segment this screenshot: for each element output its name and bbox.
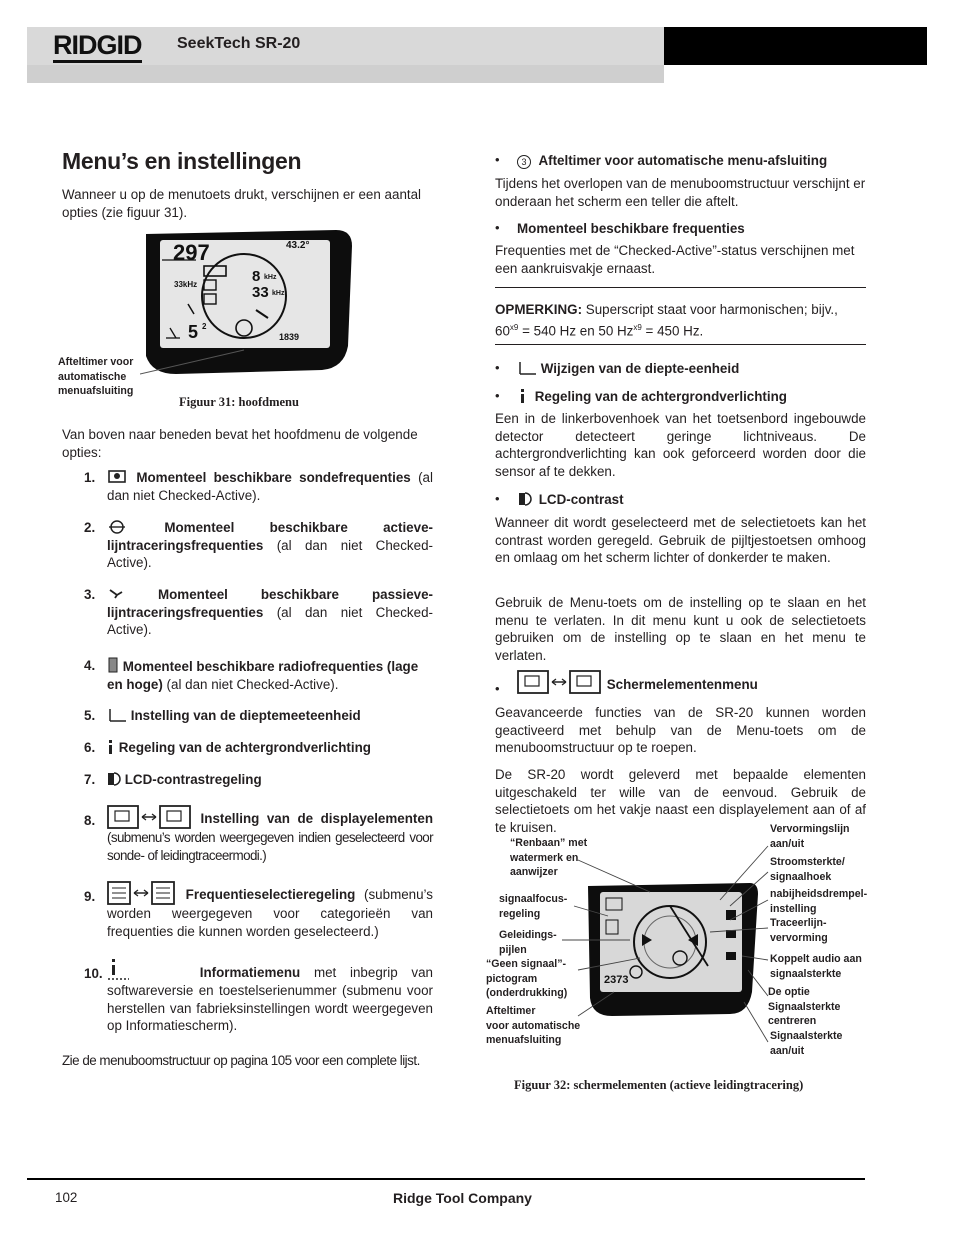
list-item-number: 6. (84, 740, 96, 755)
lcd-bottom-left-value: 5 (188, 322, 199, 342)
depth-unit-icon (517, 361, 537, 375)
fig32-label-trace-distortion: Traceerlijn- vervorming (770, 917, 828, 944)
lcd-contrast-icon (107, 772, 121, 786)
list-item-number: 10. (84, 966, 103, 981)
divider (495, 287, 866, 288)
list-item: Momenteel beschikbare actieve-lijntraceringsfrequenties (al dan niet Checked-Active). (107, 520, 433, 570)
passive-line-trace-icon (107, 587, 125, 601)
backlight-icon (107, 740, 115, 754)
list-item: Instelling van de displayelementen (submenu’s worden weergegeven indien geselecteerd voor sonde- of leidingtraceermodi.) (107, 805, 433, 864)
fig32-label-racetrack: “Renbaan” met watermerk en aanwijzer (510, 837, 588, 879)
lcd-angle-readout: 43.2° (286, 240, 310, 251)
lcd-side-frequency: 33kHz (174, 280, 198, 289)
lcd-contrast-icon (517, 492, 535, 506)
divider (495, 344, 866, 345)
callout-line (140, 344, 250, 384)
paragraph: Gebruik de Menu-toets om de instelling op te slaan en het menu te verlaten. In dit menu kunt u ook de selectietoets gebruiken om de instelling op te slaan en het menu te verlaten. (495, 595, 866, 663)
list-item: Frequentieselectieregeling (submenu’s worden weergegeven voor categorieën van frequenties die kunnen worden geselecteerd.) (107, 881, 433, 940)
list-item: Momenteel beschikbare radiofrequenties (lage en hoge) (al dan niet Checked-Active). (107, 659, 419, 692)
lcd-frequency-1: 8 (252, 268, 261, 285)
lcd-depth-readout: 297 (173, 240, 210, 265)
figure-32 (480, 820, 900, 1100)
ridgid-logo: RIDGID (53, 30, 142, 63)
list-item: LCD-contrastregeling (107, 771, 433, 789)
lcd-bottom-number: 2373 (604, 974, 629, 986)
list-item-number: 7. (84, 772, 96, 787)
fig32-label-current-angle: Stroomsterkte/ signaalhoek (770, 856, 845, 883)
fig32-label-proximity: nabijheidsdrempel- instelling (770, 888, 868, 915)
lcd-frequency-1-unit: kHz (264, 274, 277, 281)
fig32-label-signal-strength: Signaalsterkte aan/uit (770, 1030, 843, 1057)
fig31-callout-label: Afteltimer voor automatische menuafsluiting (58, 356, 134, 398)
paragraph: De SR-20 wordt geleverd met bepaalde elementen uitgeschakeld ter wille van de eenvoud. Gebruik de selectietoets om het vakje naast een displayelement aan of af te kruisen. (495, 767, 866, 835)
bullet-heading: Wijzigen van de diepte-eenheid (517, 360, 867, 378)
display-elements-icon (107, 805, 193, 829)
display-elements-icon (517, 670, 603, 694)
list-intro: Van boven naar beneden bevat het hoofdmenu de volgende opties: (62, 427, 418, 460)
footer-company: Ridge Tool Company (393, 1190, 532, 1206)
header-strip (27, 65, 664, 83)
list-item-number: 9. (84, 889, 96, 904)
paragraph: Wanneer dit wordt geselecteerd met de selectietoets kan het contrast worden geregeld. Gebruik de pijltjestoetsen omhoog en omlaag om het scherm lichter of donkerder te maken. (495, 515, 866, 565)
bullet-heading: Momenteel beschikbare frequenties (517, 221, 745, 236)
list-item-number: 2. (84, 520, 96, 535)
frequency-selection-icon (107, 881, 177, 905)
list-item: Regeling van de achtergrondverlichting (107, 739, 433, 757)
countdown-circle-icon: 3 (517, 155, 531, 169)
list-item-number: 4. (84, 658, 96, 673)
fig32-label-countdown: Afteltimer voor automatische menuafsluiting (486, 1005, 581, 1047)
note-box: OPMERKING: Superscript staat voor harmonischen; bijv., $60^{x9} = 540$ Hz en 50 $Hz^{x9} = 450$ Hz. (495, 302, 838, 338)
fig32-label-signal-focus: signaalfocus- regeling (499, 893, 568, 920)
paragraph: Tijdens het overlopen van de menuboomstructuur verschijnt er onderaan het scherm een teller die aftelt. (495, 176, 866, 209)
fig32-label-guidance-arrows: Geleidings- pijlen (499, 929, 557, 956)
radio-frequency-icon (107, 657, 119, 673)
figure-32-caption: Figuur 32: schermelementen (actieve leidingtracering) (514, 1078, 804, 1092)
sonde-icon (107, 470, 129, 484)
bullet-heading: 3 Afteltimer voor automatische menu-afsluiting (517, 152, 867, 170)
list-item-number: 5. (84, 708, 96, 723)
list-item: Instelling van de dieptemeeteenheid (107, 707, 433, 725)
bullet-heading: Schermelementenmenu (517, 670, 867, 694)
info-menu-icon (107, 958, 131, 982)
active-line-trace-icon (107, 520, 129, 534)
bullet-heading: Regeling van de achtergrondverlichting (517, 388, 867, 406)
page-title: Menu’s en instellingen (62, 148, 302, 174)
product-title: SeekTech SR-20 (177, 35, 301, 52)
list-item: Informatiemenu met inbegrip van softwareversie en toestelserienummer (submenu voor herstellen van fabrieksinstellingen wordt weergegeven op Informatiescherm). (107, 958, 433, 1035)
header-black-bar (664, 27, 927, 65)
lcd-frequency-2-unit: kHz (272, 290, 285, 297)
paragraph: Geavanceerde functies van de SR-20 kunnen worden geactiveerd met behulp van de Menu-toets om de menuboomstructuur op te roepen. (495, 705, 866, 755)
fig32-label-no-signal: “Geen signaal”- pictogram (onderdrukking) (486, 958, 568, 1000)
lcd-bottom-right-value: 1839 (279, 332, 300, 342)
list-item: Momenteel beschikbare passieve-lijntraceringsfrequenties (al dan niet Checked-Active). (107, 587, 433, 637)
fig32-label-distortion-line: Vervormingslijn aan/uit (770, 823, 850, 850)
list-item-number: 8. (84, 813, 96, 828)
paragraph: Frequenties met de “Checked-Active”-status verschijnen met een aankruisvakje ernaast. (495, 243, 855, 276)
paragraph: Een in de linkerbovenhoek van het toetsenbord ingebouwde detector detecteert geringe lichtniveaus. De achtergrondverlichting kan ook geforceerd worden door die sensor af te dekken. (495, 411, 866, 479)
lcd-bottom-left-sup: 2 (202, 322, 207, 331)
page-header (27, 27, 927, 83)
page-number: 102 (55, 1190, 78, 1205)
fig32-label-center-signal: De optie Signaalsterkte centreren (768, 986, 841, 1028)
fig32-label-audio: Koppelt audio aan signaalsterkte (770, 953, 862, 980)
depth-unit-icon (107, 708, 127, 722)
list-item-number: 1. (84, 470, 96, 485)
footer-rule (27, 1178, 865, 1180)
list-item: Momenteel beschikbare sondefrequenties (al dan niet Checked-Active). (107, 470, 433, 503)
backlight-icon (517, 389, 531, 403)
figure-31 (56, 228, 356, 414)
bullet-heading: LCD-contrast (517, 491, 867, 509)
outro-text: Zie de menuboomstructuur op pagina 105 voor een complete lijst. (62, 1053, 420, 1068)
figure-31-caption: Figuur 31: hoofdmenu (179, 395, 299, 409)
intro-text: Wanneer u op de menutoets drukt, verschijnen er een aantal opties (zie figuur 31). (62, 187, 422, 220)
list-item-number: 3. (84, 587, 96, 602)
lcd-frequency-2: 33 (252, 284, 269, 301)
